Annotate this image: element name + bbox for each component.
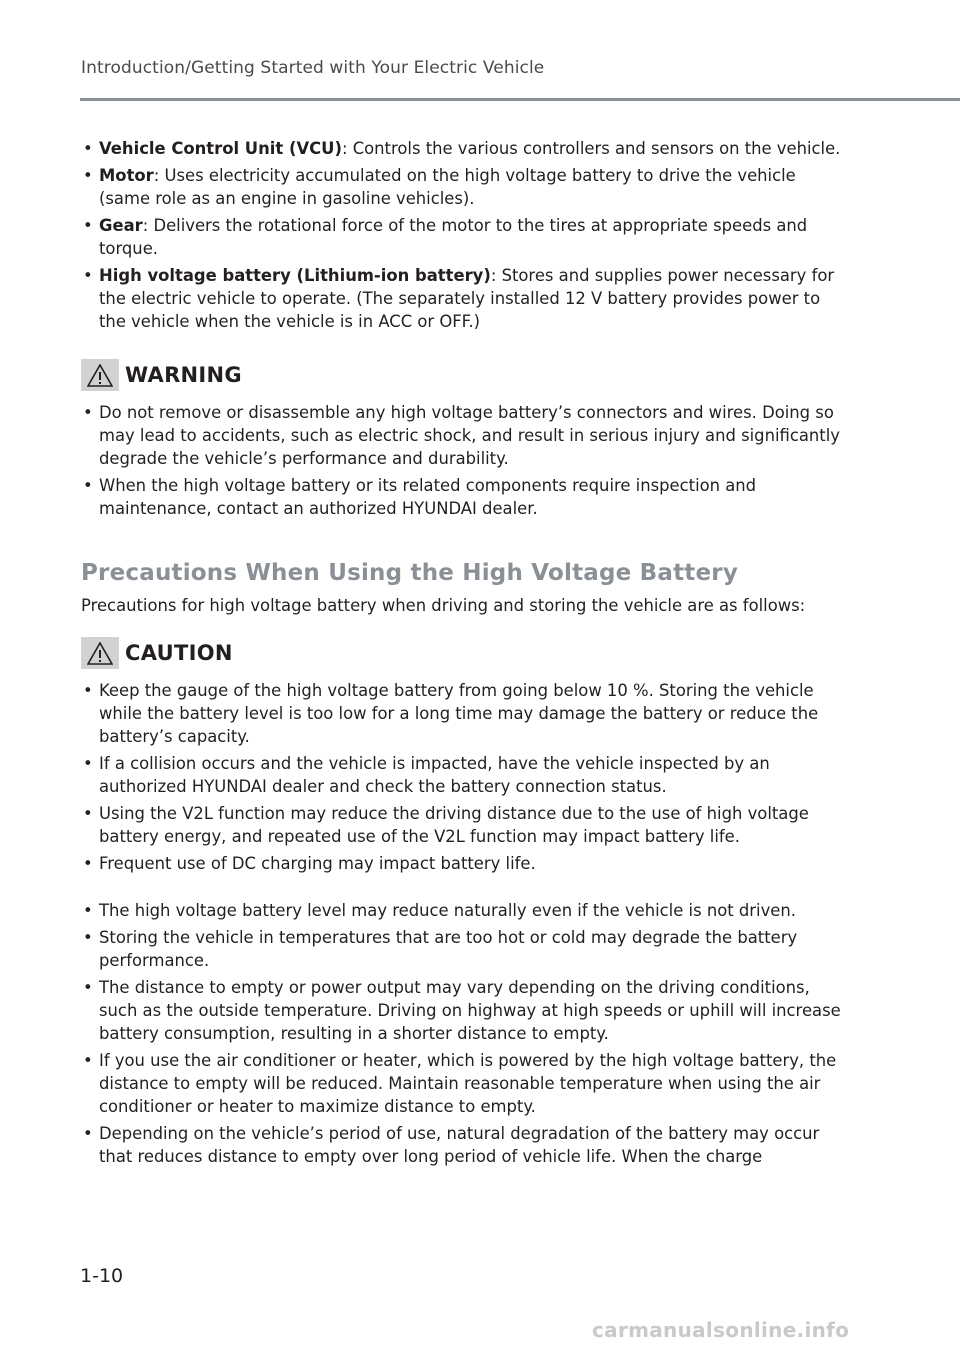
list-item: • High voltage battery (Lithium-ion battery): Stores and supplies power necessary for the electric vehicle to operate. (The separately installed 12 V battery provides power to the vehicle when the vehicle is in ACC or OFF.): [83, 266, 835, 331]
list-item: • Keep the gauge of the high voltage battery from going below 10 %. Storing the vehicle while the battery level is too low for a long time may damage the battery or reduce the battery’s capacity.: [83, 681, 819, 746]
warning-triangle-icon: [81, 359, 119, 391]
warning-list: [81, 401, 851, 520]
page-content: [81, 137, 851, 1172]
list-item: • Depending on the vehicle’s period of use, natural degradation of the battery may occur that reduces distance to empty over long period of vehicle life. When the charge: [83, 1124, 820, 1166]
list-item: • Vehicle Control Unit (VCU): Controls the various controllers and sensors on the vehicle.: [83, 139, 841, 158]
list-item: • If you use the air conditioner or heater, which is powered by the high voltage battery, the distance to empty will be reduced. Maintain reasonable temperature when using the air conditioner or heater to maximize distance to empty.: [83, 1051, 837, 1116]
list-item: • The high voltage battery level may reduce naturally even if the vehicle is not driven.: [83, 901, 796, 920]
list-item: • Using the V2L function may reduce the driving distance due to the use of high voltage battery energy, and repeated use of the V2L function may impact battery life.: [83, 804, 809, 846]
component-text: : Delivers the rotational force of the motor to the tires at appropriate speeds and torque.: [99, 216, 808, 258]
component-term: Gear: [99, 216, 143, 235]
component-text: : Controls the various controllers and sensors on the vehicle.: [341, 139, 841, 158]
list-item: • Do not remove or disassemble any high voltage battery’s connectors and wires. Doing so may lead to accidents, such as electric shock, and result in serious injury and significantly degrade the vehicle’s performance and durability.: [83, 403, 840, 468]
warning-title: WARNING: [125, 363, 242, 387]
caution-triangle-icon: [81, 637, 119, 669]
component-term: Vehicle Control Unit (VCU): [99, 139, 342, 158]
warning-heading: [81, 359, 851, 391]
section-intro: Precautions for high voltage battery when driving and storing the vehicle are as follows:: [81, 596, 806, 615]
list-item: • If a collision occurs and the vehicle is impacted, have the vehicle inspected by an authorized HYUNDAI dealer and check the battery connection status.: [83, 754, 770, 796]
section-title: Precautions When Using the High Voltage Battery: [81, 560, 739, 586]
component-list: [81, 137, 851, 333]
list-item: • When the high voltage battery or its related components require inspection and maintenance, contact an authorized HYUNDAI dealer.: [83, 476, 757, 518]
header-divider: [80, 98, 960, 101]
component-text: : Uses electricity accumulated on the high voltage battery to drive the vehicle (same role as an engine in gasoline vehicles).: [99, 166, 796, 208]
list-item: • The distance to empty or power output may vary depending on the driving conditions, such as the outside temperature. Driving on highway at high speeds or uphill will increase battery consumption, resulting in a shorter distance to empty.: [83, 978, 841, 1043]
list-item: • Gear: Delivers the rotational force of the motor to the tires at appropriate speeds and torque.: [83, 216, 808, 258]
page-number: 1-10: [80, 1265, 124, 1287]
list-item: • Motor: Uses electricity accumulated on the high voltage battery to drive the vehicle (same role as an engine in gasoline vehicles).: [83, 166, 796, 208]
watermark: carmanualsonline.info: [592, 1318, 850, 1342]
component-text: : Stores and supplies power necessary for the electric vehicle to operate. (The separately installed 12 V battery provides power to the vehicle when the vehicle is in ACC or OFF.): [99, 266, 835, 331]
component-term: Motor: [99, 166, 154, 185]
caution-list: [81, 679, 851, 875]
caution-heading: [81, 637, 851, 669]
list-item: • Frequent use of DC charging may impact battery life.: [83, 854, 536, 873]
component-term: High voltage battery (Lithium-ion battery): [99, 266, 491, 285]
notes-list: [81, 899, 851, 1168]
list-item: • Storing the vehicle in temperatures that are too hot or cold may degrade the battery performance.: [83, 928, 798, 970]
running-header: Introduction/Getting Started with Your Electric Vehicle: [81, 58, 545, 78]
caution-title: CAUTION: [125, 641, 233, 665]
